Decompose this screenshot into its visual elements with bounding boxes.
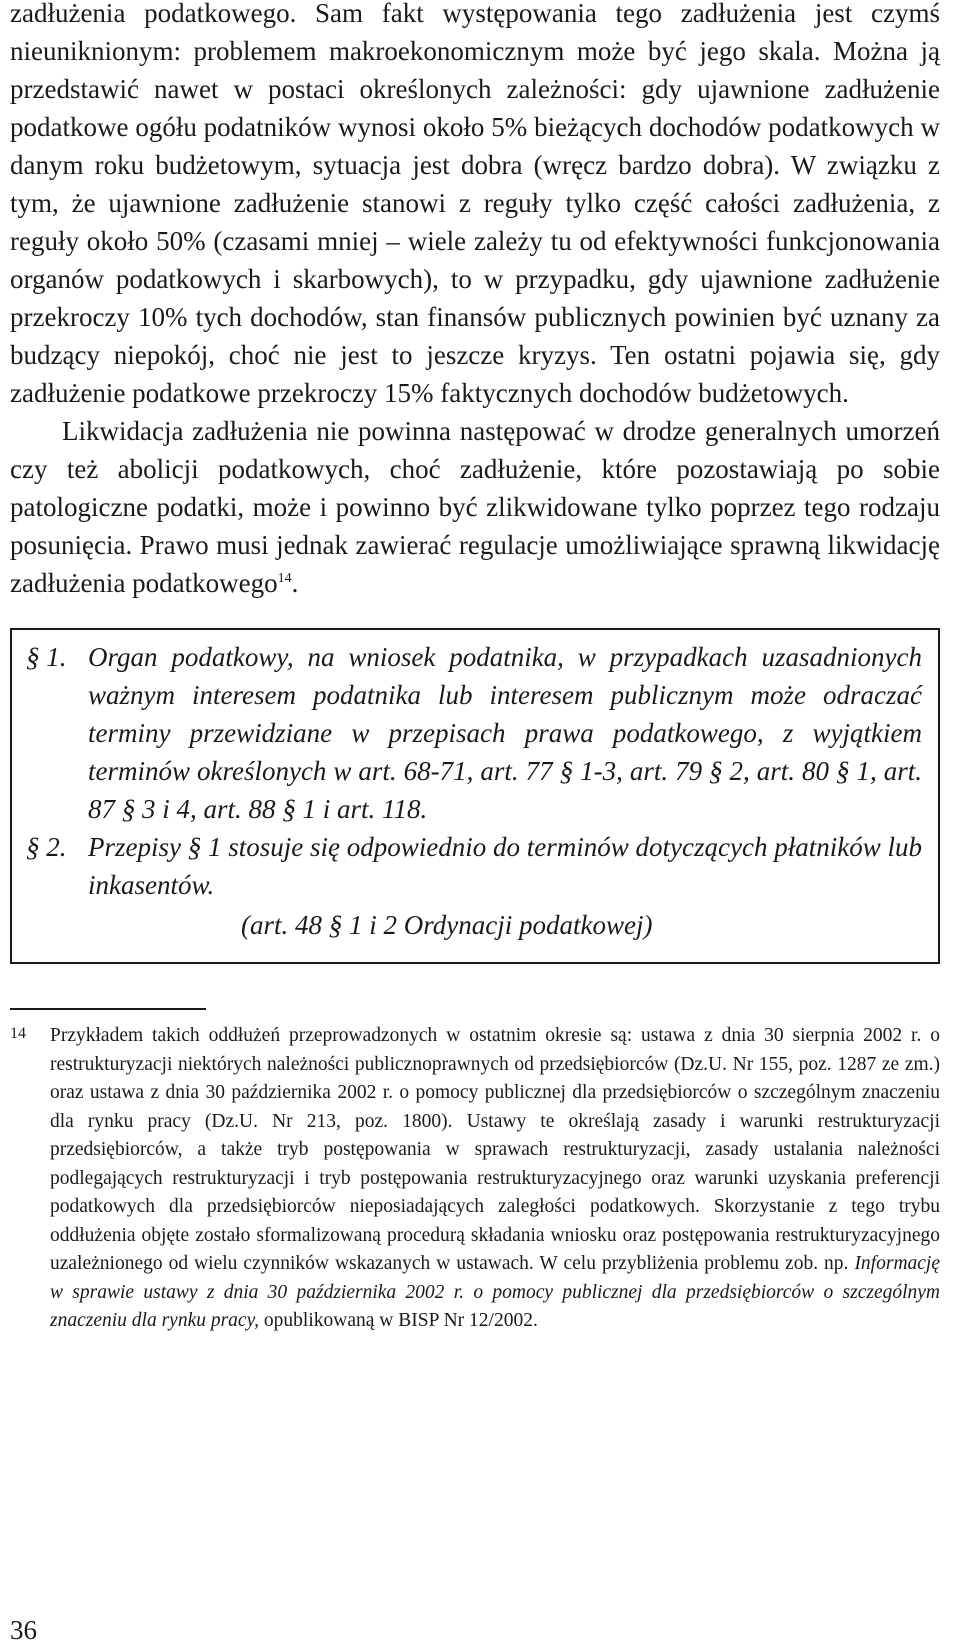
footnote-divider xyxy=(10,1008,206,1010)
footnote xyxy=(10,1022,940,1336)
footnote-text-start: Przykładem takich oddłużeń przeprowadzonych w ostatnim okresie są: ustawa z dnia 30 sierpnia 2002 r. o restrukturyzacji niektórych należności publicznoprawnych od przedsiębiorców (Dz.U. Nr 155, poz. 1287 ze zm.) oraz ustawa z dnia 30 października 2002 r. o pomocy publicznej dla przedsiębiorców o szczególnym znaczeniu dla rynku pracy (Dz.U. Nr 213, poz. 1800). Ustawy te określają zasady i warunki restrukturyzacji przedsiębiorców, a także tryb postępowania w sprawach restrukturyzacji, zasady ustalania należności podlegających restrukturyzacji i tryb postępowania restrukturyzacyjnego oraz warunki uzyskania preferencji podatkowych dla przedsiębiorców nieposiadających zaległości podatkowych. Skorzystanie z tego trybu oddłużenia objęte zostało sformalizowaną procedurą składania wniosku oraz postępowania restrukturyzacyjnego uzależnionego od wielu czynników wskazanych w ustawach. W celu przybliżenia problemu zob. np. xyxy=(50,1025,940,1274)
footnote-text-italic: Informację w sprawie ustawy z dnia 30 października 2002 r. o pomocy publicznej dla przedsiębiorców o szczególnym znaczeniu dla rynku pracy, xyxy=(50,1253,940,1331)
footnote-number: 14 xyxy=(10,1025,26,1042)
footnote-text xyxy=(50,1022,940,1336)
section-sign-1: § 1. xyxy=(26,642,67,672)
quote-item-1 xyxy=(26,638,922,828)
paragraph-2-end: . xyxy=(291,568,299,598)
document-page xyxy=(10,0,940,1650)
paragraph-2 xyxy=(10,412,940,602)
main-text xyxy=(10,0,940,602)
section-sign-2: § 2. xyxy=(26,832,67,862)
footnote-reference[interactable]: 14 xyxy=(277,571,292,586)
quote-item-1-text: Organ podatkowy, na wniosek podatnika, w przypadkach uzasadnionych ważnym interesem podatnika lub interesem publicznym może odraczać terminy przewidziane w przepisach prawa podatkowego, z wyjątkiem terminów określonych w art. 68-71, art. 77 § 1-3, art. 79 § 2, art. 80 § 1, art. 87 § 3 i 4, art. 88 § 1 i art. 118. xyxy=(88,642,922,824)
paragraph-1: zadłużenia podatkowego. Sam fakt występowania tego zadłużenia jest czymś nieuniknionym: problemem makroekonomicznym może być jego skala. Można ją przedstawić nawet w postaci określonych zależności: gdy ujawnione zadłużenie podatkowe ogółu podatników wynosi około 5% bieżących dochodów podatkowych w danym roku budżetowym, sytuacja jest dobra (wręcz bardzo dobra). W związku z tym, że ujawnione zadłużenie stanowi z reguły tylko część całości zadłużenia, z reguły około 50% (czasami mniej – wiele zależy tu od efektywności funkcjonowania organów podatkowych i skarbowych), to w przypadku, gdy ujawnione zadłużenie przekroczy 10% tych dochodów, stan finansów publicznych powinien być uznany za budzący niepokój, choć nie jest to jeszcze kryzys. Ten ostatni pojawia się, gdy zadłużenie podatkowe przekroczy 15% faktycznych dochodów budżetowych. xyxy=(10,0,940,408)
quote-source: (art. 48 § 1 i 2 Ordynacji podatkowej) xyxy=(241,910,653,940)
footnote-text-end: opublikowaną w BISP Nr 12/2002. xyxy=(259,1310,538,1331)
legal-quote-box xyxy=(10,628,940,964)
quote-item-2 xyxy=(26,828,922,904)
page-number: 36 xyxy=(10,1615,37,1645)
paragraph-2-text: Likwidacja zadłużenia nie powinna następować w drodze generalnych umorzeń czy też abolicji podatkowych, choć zadłużenie, które pozostawiają po sobie patologiczne podatki, może i powinno być zlikwidowane tylko poprzez tego rodzaju posunięcia. Prawo musi jednak zawierać regulacje umożliwiające sprawną likwidację zadłużenia podatkowego xyxy=(10,416,940,598)
quote-item-2-text: Przepisy § 1 stosuje się odpowiednio do terminów dotyczących płatników lub inkasentów. xyxy=(88,832,922,900)
